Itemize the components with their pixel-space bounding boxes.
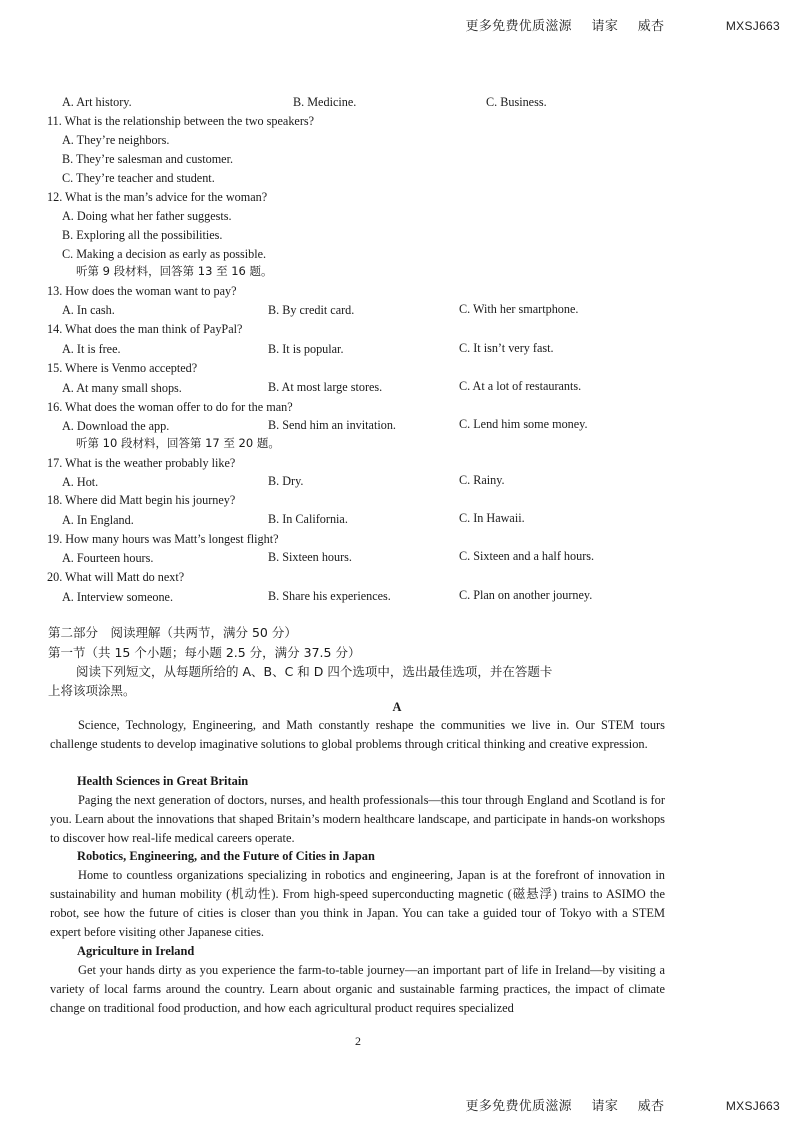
q15-stem: 15. Where is Venmo accepted? — [47, 361, 198, 375]
part-2-title: 第二部分 阅读理解（共两节，满分 50 分） — [48, 625, 297, 640]
q11-option-c: C. They’re teacher and student. — [62, 171, 215, 185]
q19-option-c: C. Sixteen and a half hours. — [459, 549, 595, 563]
page-number: 2 — [355, 1034, 361, 1048]
q13-option-b: B. By credit card. — [268, 303, 355, 317]
header-name: 威杏 — [637, 18, 665, 33]
paragraph-health-sciences — [50, 791, 665, 848]
reading-instruction-line-1: 阅读下列短文，从每题所给的 A、B、C 和 D 四个选项中，选出最佳选项，并在答题卡 — [76, 664, 553, 679]
heading-health-sciences: Health Sciences in Great Britain — [77, 774, 249, 788]
q20-option-b: B. Share his experiences. — [268, 589, 391, 603]
header-please: 请家 — [591, 18, 619, 33]
q16-option-b: B. Send him an invitation. — [268, 418, 396, 432]
page-header-top — [466, 15, 780, 34]
q18-option-b: B. In California. — [268, 512, 348, 526]
q11-stem: 11. What is the relationship between the two speakers? — [47, 114, 315, 128]
footer-name: 威杏 — [637, 1098, 665, 1113]
footer-code: MXSJ663 — [725, 1099, 780, 1113]
passage-intro-text: Science, Technology, Engineering, and Math constantly reshape the communities we live in. Our STEM tours challenge students to develop imaginative solutions to global problems through critical thinking and creative expression. — [50, 718, 665, 751]
q20-option-c: C. Plan on another journey. — [459, 588, 593, 602]
q14-option-b: B. It is popular. — [268, 342, 344, 356]
q19-stem: 19. How many hours was Matt’s longest flight? — [47, 532, 279, 546]
q15-option-a: A. At many small shops. — [62, 381, 182, 395]
section-1-title: 第一节（共 15 个小题；每小题 2.5 分，满分 37.5 分） — [48, 645, 361, 660]
q17-option-b: B. Dry. — [268, 474, 304, 488]
section-9-instruction: 听第 9 段材料，回答第 13 至 16 题。 — [76, 264, 273, 278]
footer-please: 请家 — [591, 1098, 619, 1113]
q15-option-b: B. At most large stores. — [268, 380, 383, 394]
paragraph-agriculture-ireland-text: Get your hands dirty as you experience the farm-to-table journey—an important part of life in Ireland—by visiting a variety of local farms around the country. Learn about organic and sustainable farming practices, the impact of climate change on traditional food production, and how each agricultural product requires specialized — [50, 963, 665, 1015]
header-promo: 更多免费优质滋源 — [465, 18, 572, 33]
q12-option-b: B. Exploring all the possibilities. — [62, 228, 223, 242]
q11-option-a: A. They’re neighbors. — [62, 133, 170, 147]
q12-stem: 12. What is the man’s advice for the woman? — [47, 190, 268, 204]
q19-option-b: B. Sixteen hours. — [268, 550, 352, 564]
q16-stem: 16. What does the woman offer to do for the man? — [47, 400, 293, 414]
q13-option-a: A. In cash. — [62, 303, 115, 317]
paragraph-agriculture-ireland — [50, 961, 665, 1018]
q18-option-a: A. In England. — [62, 513, 134, 527]
q19-option-a: A. Fourteen hours. — [62, 551, 154, 565]
q18-option-c: C. In Hawaii. — [459, 511, 525, 525]
section-10-instruction: 听第 10 段材料，回答第 17 至 20 题。 — [76, 436, 280, 450]
q13-stem: 13. How does the woman want to pay? — [47, 284, 237, 298]
q16-option-c: C. Lend him some money. — [459, 417, 588, 431]
q10-option-a: A. Art history. — [62, 95, 132, 109]
q17-option-a: A. Hot. — [62, 475, 99, 489]
q17-option-c: C. Rainy. — [459, 473, 505, 487]
q14-option-a: A. It is free. — [62, 342, 121, 356]
page-footer — [466, 1095, 780, 1114]
reading-instruction-line-2: 上将该项涂黑。 — [48, 683, 136, 698]
header-code: MXSJ663 — [725, 19, 780, 33]
paragraph-robotics-japan-text: Home to countless organizations specializing in robotics and engineering, Japan is at the forefront of innovation in sustainability and human mobility (机动性). From high-speed superconducting magnetic (磁悬浮) trains to ASIMO the robot, see how the future of cities is closer than you think in Japan. You can take a guided tour of Tokyo with a STEM expert before visiting other Japanese cities. — [50, 868, 665, 939]
heading-robotics-japan: Robotics, Engineering, and the Future of Cities in Japan — [77, 849, 375, 863]
q17-stem: 17. What is the weather probably like? — [47, 456, 236, 470]
q18-stem: 18. Where did Matt begin his journey? — [47, 493, 236, 507]
q20-option-a: A. Interview someone. — [62, 590, 174, 604]
passage-intro — [50, 716, 665, 754]
passage-letter: A — [392, 700, 402, 714]
q14-stem: 14. What does the man think of PayPal? — [47, 322, 243, 336]
heading-agriculture-ireland: Agriculture in Ireland — [77, 944, 195, 958]
q12-option-c: C. Making a decision as early as possible. — [62, 247, 267, 261]
footer-promo: 更多免费优质滋源 — [465, 1098, 572, 1113]
q10-option-c: C. Business. — [486, 95, 547, 109]
q16-option-a: A. Download the app. — [62, 419, 170, 433]
q10-option-b: B. Medicine. — [293, 95, 357, 109]
q20-stem: 20. What will Matt do next? — [47, 570, 185, 584]
q11-option-b: B. They’re salesman and customer. — [62, 152, 234, 166]
paragraph-health-sciences-text: Paging the next generation of doctors, nurses, and health professionals—this tour through England and Scotland is for you. Learn about the innovations that shaped Britain’s modern healthcare landscape, and participate in hands-on workshops to discover how real-life medical careers operate. — [50, 793, 665, 845]
q15-option-c: C. At a lot of restaurants. — [459, 379, 582, 393]
q13-option-c: C. With her smartphone. — [459, 302, 579, 316]
q14-option-c: C. It isn’t very fast. — [459, 341, 554, 355]
paragraph-robotics-japan — [50, 866, 665, 942]
q12-option-a: A. Doing what her father suggests. — [62, 209, 232, 223]
